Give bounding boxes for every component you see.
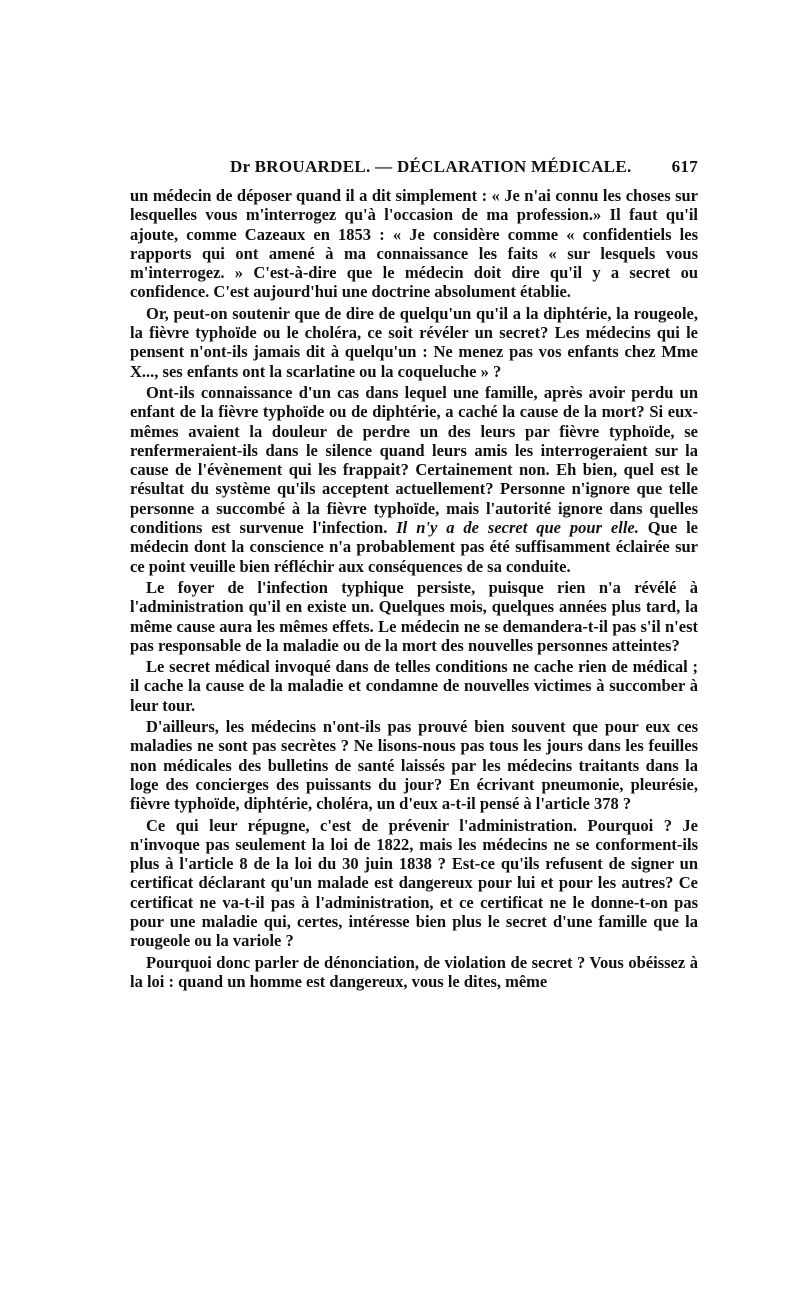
paragraph: un médecin de déposer quand il a dit simplement : « Je n'ai connu les choses sur lesquelles vous m'interrogez qu'à l'occasion de ma profession.» Il faut qu'il ajoute, comme Cazeaux en 1853 : « Je considère comme « confidentiels les rapports qui ont amené à ma connaissance les faits « sur lesquels vous m'interrogez. » C'est-à-dire que le médecin doit dire qu'il y a secret ou confidence. C'est aujourd'hui une doctrine absolument établie. bbox=[130, 186, 698, 302]
body-text bbox=[130, 186, 698, 993]
header-title: Dr BROUARDEL. — DÉCLARATION MÉDICALE. bbox=[230, 157, 632, 176]
paragraph: Le secret médical invoqué dans de telles conditions ne cache rien de médical ; il cache la cause de la maladie et condamne de nouvelles victimes à succomber à leur tour. bbox=[130, 657, 698, 715]
paragraph-text: Que le médecin dont la conscience n'a probablement pas été suffisamment éclairée sur ce point veuille bien réfléchir aux conséquences de sa conduite. bbox=[130, 518, 698, 576]
paragraph: D'ailleurs, les médecins n'ont-ils pas prouvé bien souvent que pour eux ces maladies ne sont pas secrètes ? Ne lisons-nous pas tous les jours dans les feuilles non médicales des bulletins de santé laissés par les médecins traitants dans la loge des concierges des puissants du jour? En écrivant pneumonie, pleurésie, fièvre typhoïde, diphtérie, choléra, un d'eux a-t-il pensé à l'article 378 ? bbox=[130, 717, 698, 814]
paragraph bbox=[130, 383, 698, 576]
page-number: 617 bbox=[671, 157, 698, 176]
running-header bbox=[130, 157, 698, 181]
paragraph: Le foyer de l'infection typhique persiste, puisque rien n'a révélé à l'administration qu'il en existe un. Quelques mois, quelques années plus tard, la même cause aura les mêmes effets. Le médecin ne se demandera-t-il pas s'il n'est pas responsable de la maladie ou de la mort des nouvelles personnes atteintes? bbox=[130, 577, 698, 655]
paragraph: Pourquoi donc parler de dénonciation, de violation de secret ? Vous obéissez à la loi : quand un homme est dangereux, vous le dites, même bbox=[130, 952, 698, 991]
paragraph-text: Ont-ils connaissance d'un cas dans lequel une famille, après avoir perdu un enfant de la fièvre typhoïde ou de diphtérie, a caché la cause de la mort? Si eux-mêmes avaient la douleur de perdre un des leurs par fièvre typhoïde, se renfermeraient-ils dans le silence quand leurs amis les interrogeraient sur la cause de l'évènement qui les frappait? Certainement non. Eh bien, quel est le résultat du système qu'ils acceptent actuellement? Personne n'ignore que telle personne a succombé à la fièvre typhoïde, mais l'autorité ignore dans quelles conditions est survenue l'infection. bbox=[130, 382, 698, 538]
paragraph: Or, peut-on soutenir que de dire de quelqu'un qu'il a la diphtérie, la rougeole, la fièvre typhoïde ou le choléra, ce soit révéler un secret? Les médecins qui le pensent n'ont-ils jamais dit à quelqu'un : Ne menez pas vos enfants chez Mme X..., ses enfants ont la scarlatine ou la coqueluche » ? bbox=[130, 303, 698, 381]
emphasis-text: Il n'y a de secret que pour elle. bbox=[396, 518, 639, 538]
paragraph: Ce qui leur répugne, c'est de prévenir l'administration. Pourquoi ? Je n'invoque pas seulement la loi de 1822, mais les médecins ne se conforment-ils plus à l'article 8 de la loi du 30 juin 1838 ? Est-ce qu'ils refusent de signer un certificat déclarant qu'un malade est dangereux pour lui et pour les autres? Ce certificat ne va-t-il pas à l'administration, et ce certificat ne le donne-t-on pas pour une maladie qui, certes, intéresse bien plus le secret d'une famille que la rougeole ou la variole ? bbox=[130, 815, 698, 951]
